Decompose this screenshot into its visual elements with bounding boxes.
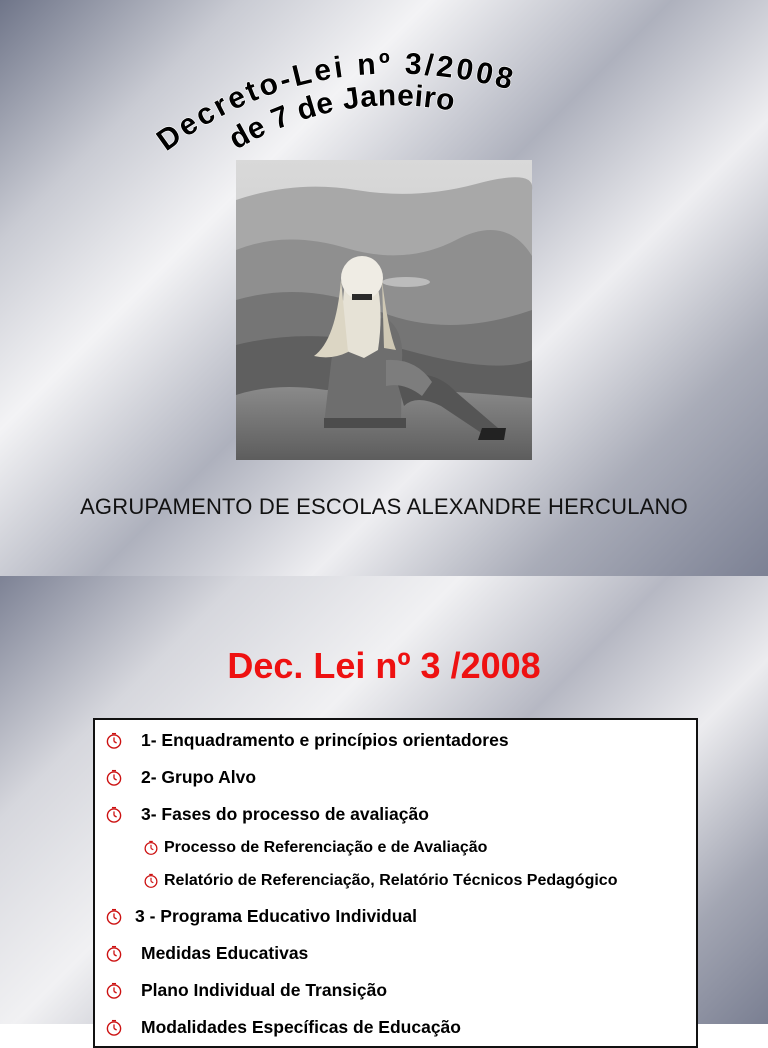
clock-icon: [105, 945, 123, 963]
list-item-text: Processo de Referenciação e de Avaliação: [164, 839, 488, 856]
school-name: AGRUPAMENTO DE ESCOLAS ALEXANDRE HERCULANO: [80, 494, 688, 519]
girl-overlooking-mountains-photo: [236, 160, 532, 460]
list-item: [105, 767, 256, 788]
clock-icon: [105, 732, 123, 750]
clock-icon: [105, 1019, 123, 1037]
list-item: [105, 804, 429, 825]
list-item-text: Modalidades Específicas de Educação: [141, 1017, 461, 1037]
clock-icon: [143, 840, 159, 856]
list-item: [105, 730, 509, 751]
clock-icon: [143, 873, 159, 889]
list-item-text: Relatório de Referenciação, Relatório Técnicos Pedagógico: [164, 872, 618, 889]
decree-title-line2: de 7 de Janeiro: [223, 79, 458, 156]
clock-icon: [105, 769, 123, 787]
list-item: [105, 980, 387, 1001]
clock-icon: [105, 982, 123, 1000]
contents-list: [93, 718, 698, 1048]
slide-2: [0, 576, 768, 1037]
list-item-text: Medidas Educativas: [141, 943, 309, 963]
sub-list-item: [143, 872, 617, 890]
list-item: [105, 906, 417, 927]
clock-icon: [105, 908, 123, 926]
list-item-text: 1- Enquadramento e princípios orientadores: [141, 730, 509, 750]
slide-title: Dec. Lei nº 3 /2008: [227, 645, 541, 686]
list-item: [105, 1017, 461, 1038]
clock-icon: [105, 806, 123, 824]
list-item: [105, 943, 308, 964]
list-item-text: 2- Grupo Alvo: [141, 767, 257, 787]
list-item-text: 3 - Programa Educativo Individual: [135, 906, 418, 926]
list-item-text: Plano Individual de Transição: [141, 980, 388, 1000]
list-item-text: 3- Fases do processo de avaliação: [141, 804, 429, 824]
sub-list-item: [143, 839, 487, 857]
decree-title-line1: Decreto-Lei nº 3/2008: [150, 47, 520, 158]
